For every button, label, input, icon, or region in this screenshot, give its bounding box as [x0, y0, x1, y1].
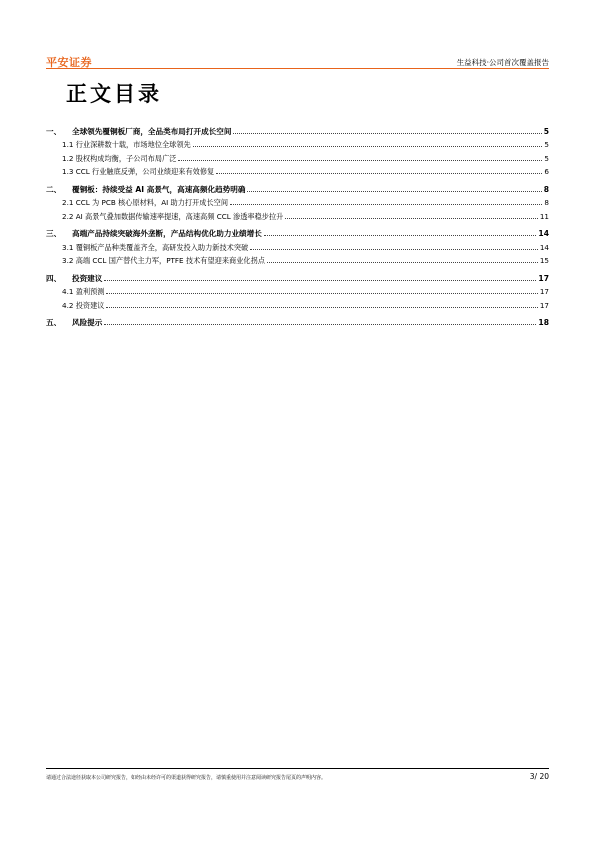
toc-page-number: 11 — [539, 211, 549, 221]
toc-dot-leader — [285, 218, 538, 219]
toc-dot-leader — [104, 280, 536, 281]
header-divider — [46, 68, 549, 69]
toc-page-number: 17 — [538, 273, 549, 283]
toc-page-number: 14 — [538, 229, 549, 238]
footer-divider — [46, 768, 549, 769]
footer-disclaimer: 请通过合法途径获取本公司研究报告，如经由未经许可的渠道获得研究报告，请慎重使用并注意阅读研究报告尾页的声明内容。 — [46, 775, 327, 781]
toc-entry-title — [62, 140, 191, 149]
toc-entry-text: 1.2 股权构成均衡，子公司布局广泛 — [62, 153, 177, 163]
toc-section-number: 三、 — [46, 229, 62, 238]
toc-subsection-entry[interactable] — [46, 283, 549, 297]
toc-entry-text: 3.2 高端 CCL 国产替代主力军，PTFE 技术有望迎来商业化拐点 — [62, 256, 265, 265]
toc-section-entry[interactable] — [46, 310, 549, 328]
toc-section-number: 一、 — [46, 126, 62, 136]
toc-entry-text: 2.1 CCL 为 PCB 核心原材料，AI 助力打开成长空间 — [62, 198, 229, 207]
toc-entry-title — [62, 198, 228, 207]
toc-page-number: 5 — [544, 140, 549, 149]
toc-entry-text: 2.2 AI 高景气叠加数据传输速率提速，高速高频 CCL 渗透率稳步拉升 — [62, 211, 284, 221]
toc-dot-leader — [230, 204, 542, 205]
toc-entry-text: 风险提示 — [72, 318, 103, 327]
toc-entry-title — [62, 243, 248, 252]
toc-entry-title — [62, 154, 176, 163]
page-number: 3/ 20 — [529, 772, 549, 781]
toc-entry-text: 投资建议 — [72, 273, 103, 283]
toc-entry-title — [46, 127, 231, 136]
toc-entry-text: 高端产品持续突破海外垄断，产品结构优化助力业绩增长 — [72, 229, 262, 238]
toc-dot-leader — [178, 160, 542, 161]
toc-dot-leader — [250, 249, 538, 250]
toc-entry-text: 覆铜板：持续受益 AI 高景气，高速高频化趋势明确 — [72, 184, 246, 194]
toc-page-number: 5 — [543, 126, 549, 136]
toc-entry-title — [46, 318, 102, 327]
toc-subsection-entry[interactable] — [46, 252, 549, 266]
toc-page-number: 14 — [539, 242, 549, 252]
toc-entry-text: 4.2 投资建议 — [62, 300, 105, 310]
toc-subsection-entry[interactable] — [46, 194, 549, 208]
toc-dot-leader — [267, 262, 538, 263]
toc-entry-title — [46, 274, 102, 283]
toc-subsection-entry[interactable] — [46, 207, 549, 221]
report-title: 生益科技·公司首次覆盖报告 — [456, 58, 549, 67]
brand-logo-text: 平安证券 — [46, 56, 92, 69]
toc-dot-leader — [106, 307, 537, 308]
toc-entry-title — [62, 212, 283, 221]
toc-subsection-entry[interactable] — [46, 296, 549, 310]
toc-entry-title — [46, 185, 245, 194]
page-title: 正文目录 — [66, 82, 162, 106]
toc-subsection-entry[interactable] — [46, 149, 549, 163]
toc-dot-leader — [247, 191, 541, 192]
toc-entry-title — [46, 229, 262, 238]
toc-dot-leader — [216, 173, 542, 174]
toc-page-number: 8 — [543, 184, 549, 194]
toc-section-entry[interactable] — [46, 221, 549, 239]
toc-subsection-entry[interactable] — [46, 238, 549, 252]
toc-page-number: 17 — [539, 287, 549, 296]
toc-page-number: 17 — [539, 300, 549, 310]
toc-entry-text: 1.1 行业深耕数十载，市场地位全球领先 — [62, 140, 191, 149]
toc-page-number: 5 — [544, 153, 549, 163]
toc-page-number: 6 — [544, 167, 549, 176]
toc-section-number: 四、 — [46, 273, 62, 283]
toc-dot-leader — [193, 146, 543, 147]
toc-dot-leader — [264, 235, 537, 236]
toc-section-entry[interactable] — [46, 265, 549, 283]
toc-entry-text: 4.1 盈利预测 — [62, 287, 105, 296]
toc-subsection-entry[interactable] — [46, 163, 549, 177]
toc-entry-title — [62, 256, 265, 265]
toc-section-entry[interactable] — [46, 118, 549, 136]
toc-dot-leader — [104, 324, 536, 325]
toc-section-entry[interactable] — [46, 176, 549, 194]
toc-page-number: 15 — [539, 256, 549, 265]
toc-entry-title — [62, 301, 104, 310]
toc-entry-title — [62, 287, 104, 296]
toc-entry-title — [62, 167, 214, 176]
toc-dot-leader — [106, 293, 537, 294]
table-of-contents — [46, 118, 549, 327]
toc-page-number: 18 — [538, 318, 549, 327]
toc-section-number: 五、 — [46, 318, 62, 327]
toc-dot-leader — [233, 133, 541, 134]
toc-entry-text: 3.1 覆铜板产品种类覆盖齐全，高研发投入助力新技术突破 — [62, 242, 249, 252]
toc-entry-text: 1.3 CCL 行业触底反弹，公司业绩迎来有效修复 — [62, 167, 215, 176]
toc-subsection-entry[interactable] — [46, 136, 549, 150]
toc-section-number: 二、 — [46, 184, 62, 194]
toc-page-number: 8 — [544, 198, 549, 207]
toc-entry-text: 全球领先覆铜板厂商，全品类布局打开成长空间 — [72, 126, 232, 136]
